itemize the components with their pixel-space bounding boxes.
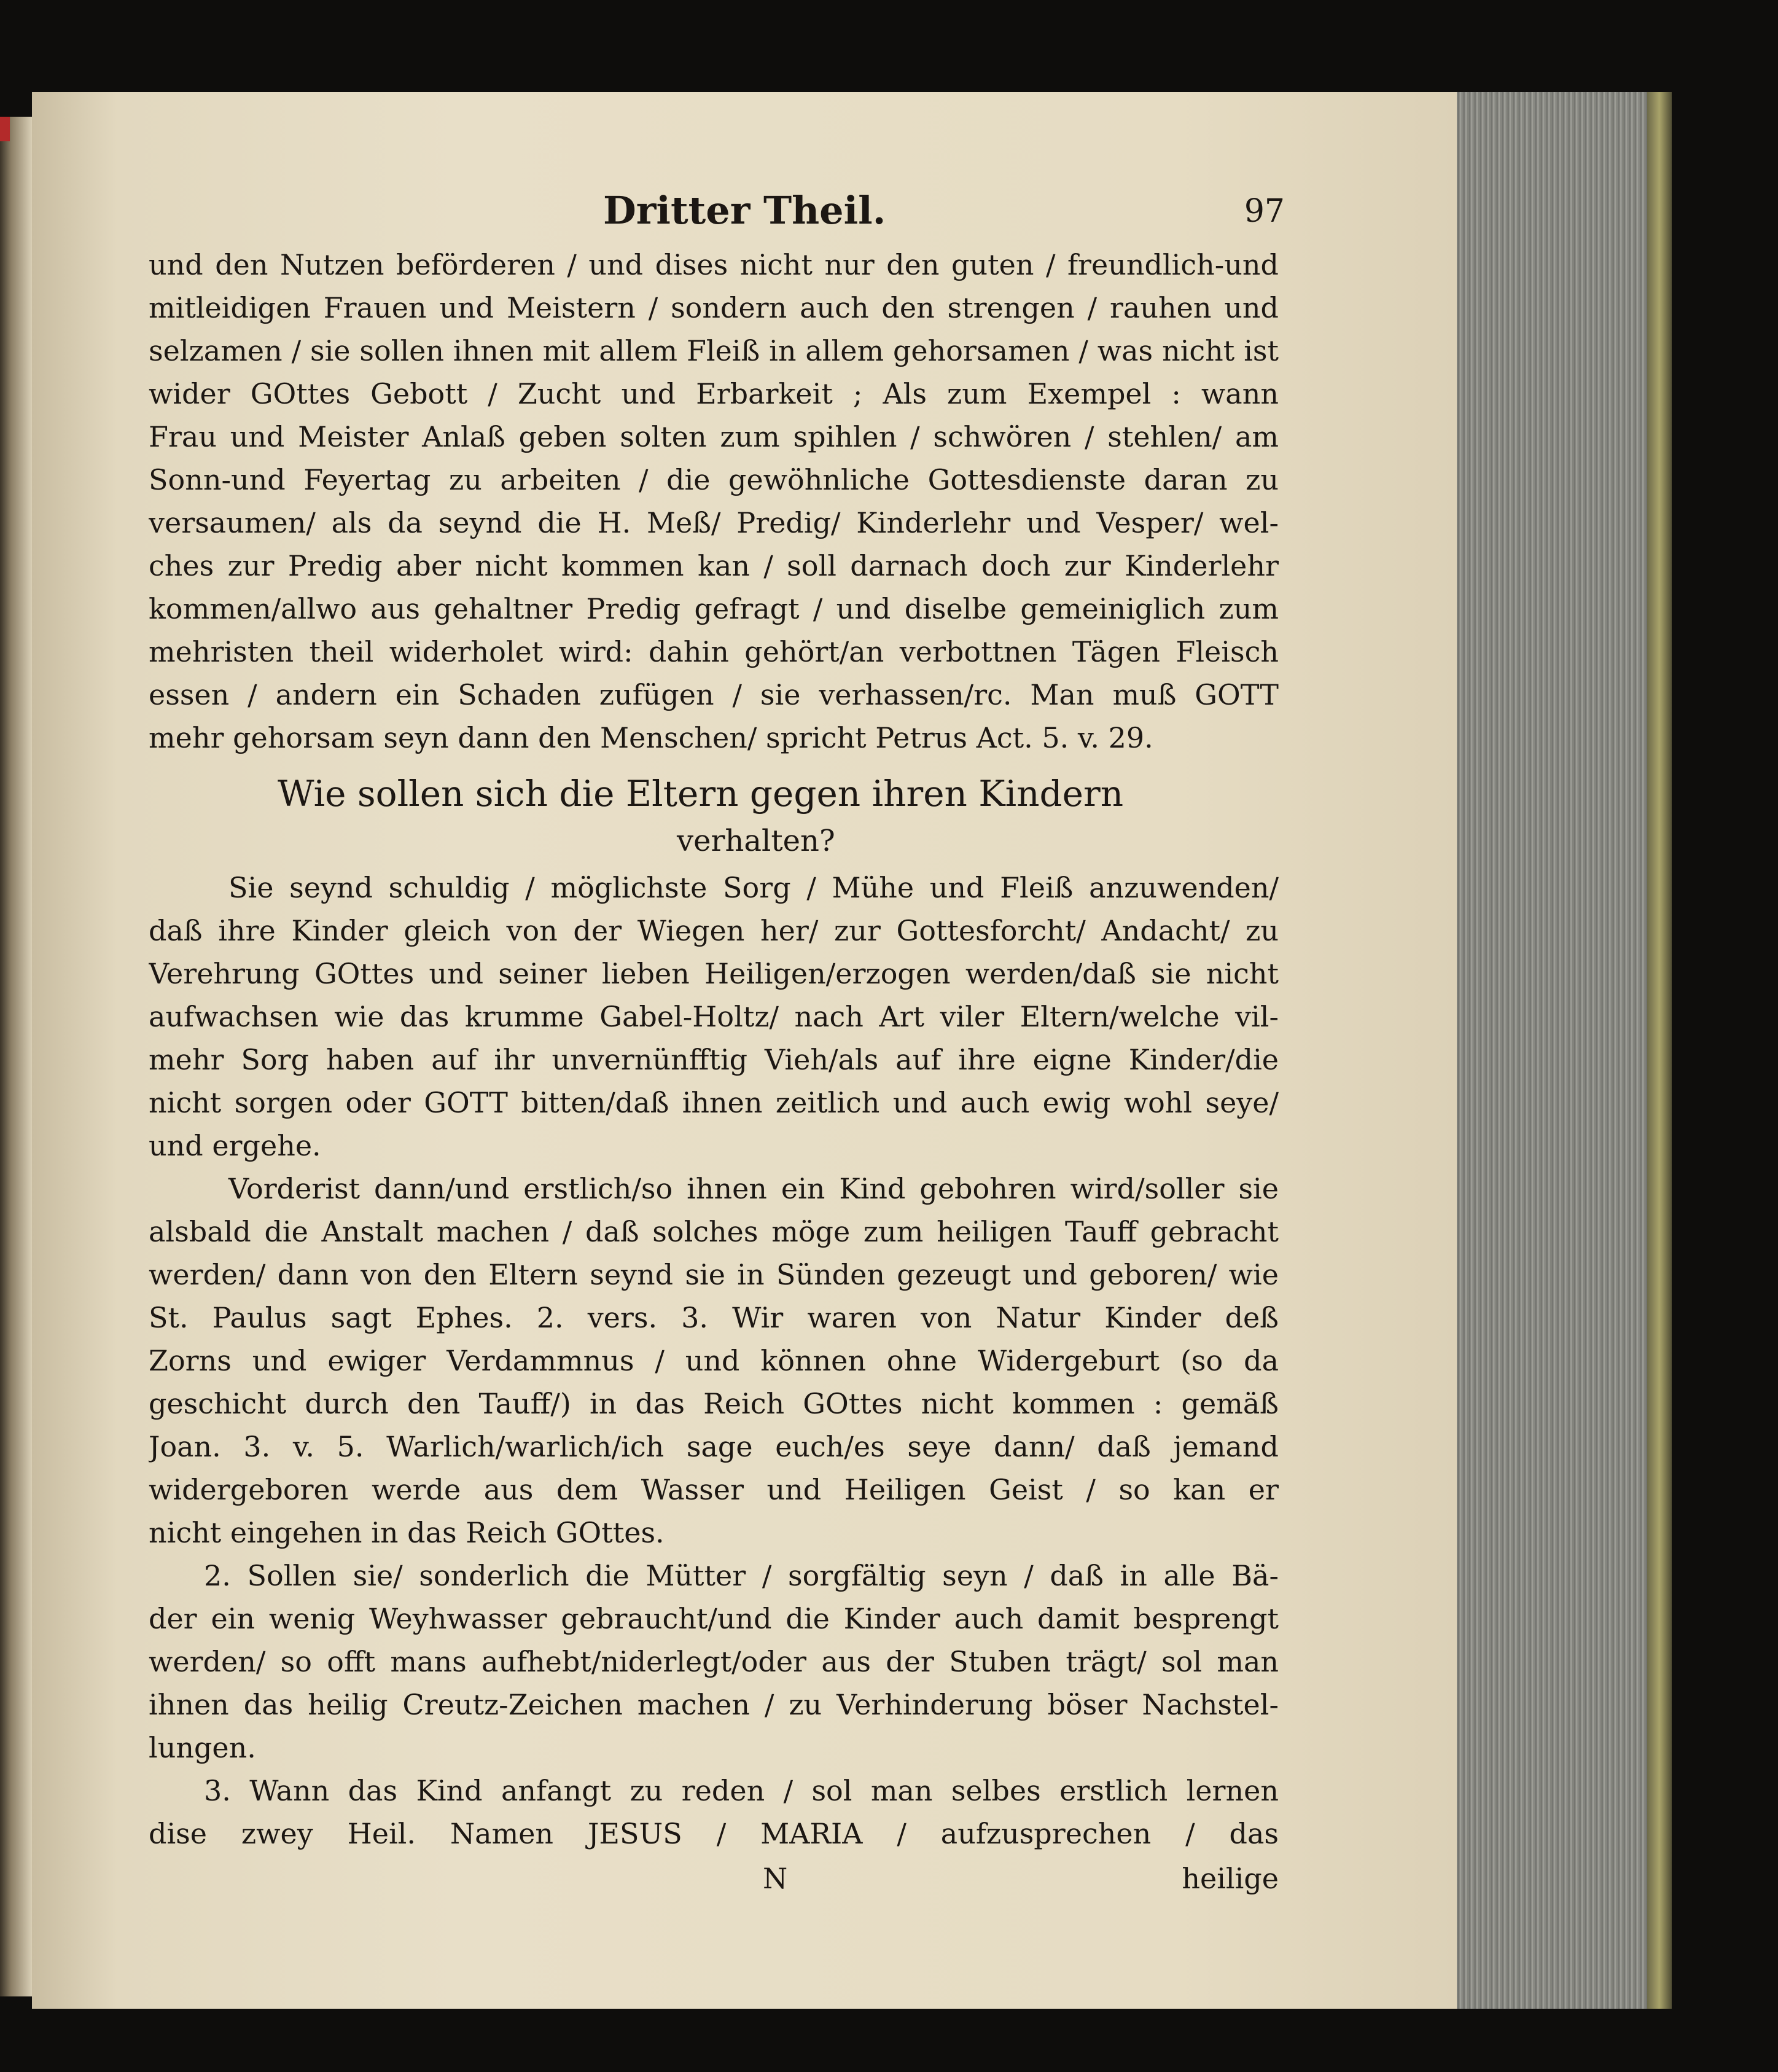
text-line: mehr gehorsam seyn dann den Menschen/ spricht Petrus Act. 5. v. 29. xyxy=(149,721,1153,754)
catchword: heilige xyxy=(1182,1862,1279,1895)
text-line: St. Paulus sagt Ephes. 2. vers. 3. Wir waren von Natur Kinder deß xyxy=(149,1301,1279,1334)
heading-line-1: Wie sollen sich die Eltern gegen ihren Kindern xyxy=(278,773,1124,815)
text-line: ches zur Predig aber nicht kommen kan / soll darnach doch zur Kinderlehr xyxy=(149,549,1279,582)
text-line: nicht sorgen oder GOTT bitten/daß ihnen zeitlich und auch ewig wohl seye/ xyxy=(149,1086,1279,1119)
text-line: dise zwey Heil. Namen JESUS / MARIA / aufzusprechen / das xyxy=(149,1817,1279,1850)
text-line: und den Nutzen beförderen / und dises nicht nur den guten / freundlich-und xyxy=(149,248,1279,281)
paragraph-3 xyxy=(149,1167,1279,1554)
text-line: Frau und Meister Anlaß geben solten zum spihlen / schwören / stehlen/ am xyxy=(149,420,1279,453)
text-line: lungen. xyxy=(149,1731,256,1764)
paragraph-5 xyxy=(149,1769,1279,1855)
text-line: und ergehe. xyxy=(149,1129,321,1162)
text-line: aufwachsen wie das krumme Gabel-Holtz/ nach Art viler Eltern/welche vil- xyxy=(149,1000,1279,1033)
text-line: widergeboren werde aus dem Wasser und Heiligen Geist / so kan er xyxy=(149,1473,1279,1506)
book-cover-edge xyxy=(1647,92,1672,2009)
page-header xyxy=(149,188,1285,243)
text-line: ihnen das heilig Creutz-Zeichen machen / zu Verhinderung böser Nachstel- xyxy=(149,1688,1279,1721)
paragraph-4 xyxy=(149,1554,1279,1769)
page-number: 97 xyxy=(1244,193,1285,230)
text-line: 3. Wann das Kind anfangt zu reden / sol man selbes erstlich lernen xyxy=(204,1774,1279,1807)
text-line: der ein wenig Weyhwasser gebraucht/und die Kinder auch damit besprengt xyxy=(149,1602,1279,1635)
text-line: daß ihre Kinder gleich von der Wiegen her/ zur Gottesforcht/ Andacht/ zu xyxy=(149,914,1279,947)
paragraph-1 xyxy=(149,243,1279,759)
text-line: alsbald die Anstalt machen / daß solches möge zum heiligen Tauff gebracht xyxy=(149,1215,1279,1248)
text-line: nicht eingehen in das Reich GOttes. xyxy=(149,1516,665,1549)
heading-line-2: verhalten? xyxy=(677,824,835,858)
text-line: mehr Sorg haben auf ihr unvernünfftig Vieh/als auf ihre eigne Kinder/die xyxy=(149,1043,1279,1076)
text-line: Sonn-und Feyertag zu arbeiten / die gewöhnliche Gottesdienste daran zu xyxy=(149,463,1279,496)
text-line: versaumen/ als da seynd die H. Meß/ Predig/ Kinderlehr und Vesper/ wel- xyxy=(149,506,1279,539)
text-line: mitleidigen Frauen und Meistern / sondern auch den strengen / rauhen und xyxy=(149,291,1279,324)
text-line: essen / andern ein Schaden zufügen / sie verhassen/rc. Man muß GOTT xyxy=(149,678,1279,711)
text-line: werden/ dann von den Eltern seynd sie in Sünden gezeugt und geboren/ wie xyxy=(149,1258,1279,1291)
text-line: mehristen theil widerholet wird: dahin gehört/an verbottnen Tägen Fleisch xyxy=(149,635,1279,668)
text-line: Verehrung GOttes und seiner lieben Heiligen/erzogen werden/daß sie nicht xyxy=(149,957,1279,990)
text-line: selzamen / sie sollen ihnen mit allem Fleiß in allem gehorsamen / was nicht ist xyxy=(149,334,1279,367)
bookmark-ribbon xyxy=(0,117,10,141)
paragraph-2 xyxy=(149,866,1279,1167)
page-block-edge xyxy=(1457,92,1647,2009)
signature-mark: N xyxy=(763,1862,788,1895)
section-heading xyxy=(149,768,1279,862)
text-line: Joan. 3. v. 5. Warlich/warlich/ich sage euch/es seye dann/ daß jemand xyxy=(149,1430,1279,1463)
text-line: werden/ so offt mans aufhebt/niderlegt/oder aus der Stuben trägt/ sol man xyxy=(149,1645,1279,1678)
page-text xyxy=(149,188,1285,1902)
left-page-edge xyxy=(0,117,32,1996)
text-line: kommen/allwo aus gehaltner Predig gefragt / und diselbe gemeiniglich zum xyxy=(149,592,1279,625)
text-line: Zorns und ewiger Verdammnus / und können ohne Widergeburt (so da xyxy=(149,1344,1279,1377)
text-line: wider GOttes Gebott / Zucht und Erbarkeit ; Als zum Exempel : wann xyxy=(149,377,1279,410)
page-footer xyxy=(149,1855,1279,1902)
text-line: geschicht durch den Tauff/) in das Reich GOttes nicht kommen : gemäß xyxy=(149,1387,1279,1420)
text-line: Sie seynd schuldig / möglichste Sorg / Mühe und Fleiß anzuwenden/ xyxy=(228,871,1279,904)
text-line: 2. Sollen sie/ sonderlich die Mütter / sorgfältig seyn / daß in alle Bä- xyxy=(204,1559,1279,1592)
text-line: Vorderist dann/und erstlich/so ihnen ein Kind gebohren wird/soller sie xyxy=(228,1172,1279,1205)
running-title: Dritter Theil. xyxy=(603,188,886,233)
